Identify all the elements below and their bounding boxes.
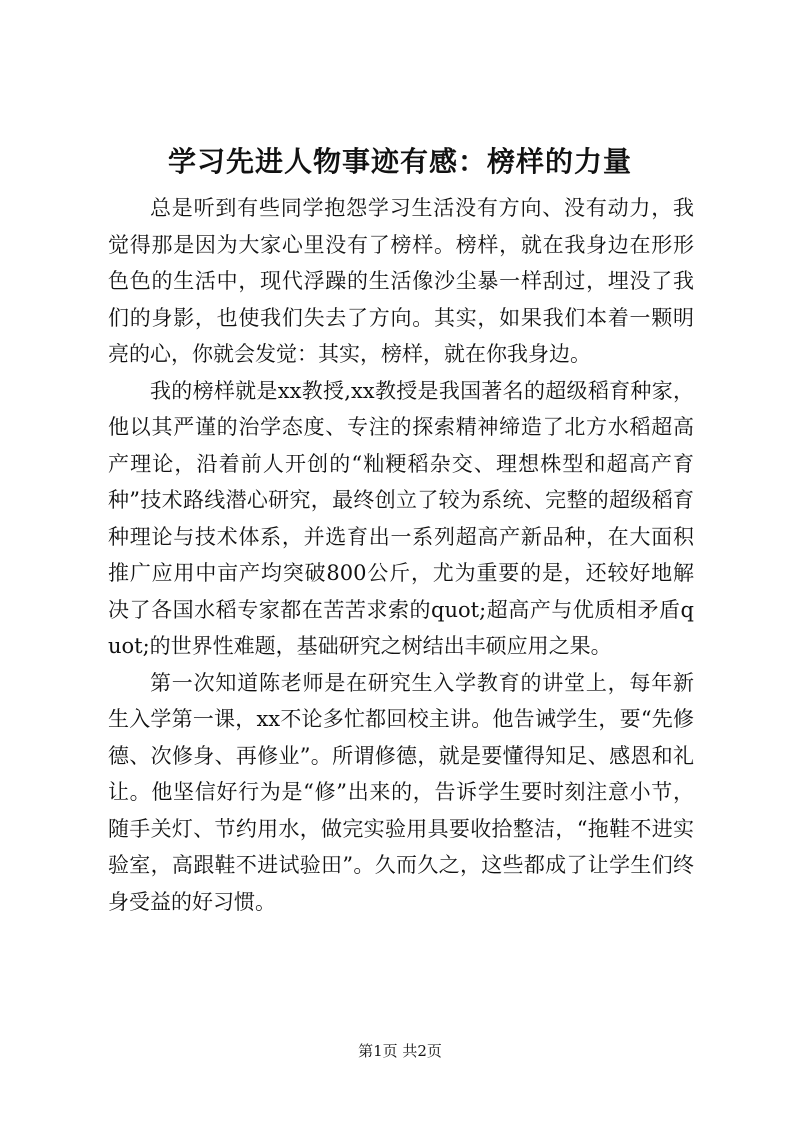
document-title: 学习先进人物事迹有感：榜样的力量: [167, 145, 632, 178]
paragraph-2: 我的榜样就是xx教授,xx教授是我国著名的超级稻育种家，他以其严谨的治学态度、专注的探索精神缔造了北方水稻超高产理论，沿着前人开创的“籼粳稻杂交、理想株型和超高产育种”技术路线潜心研究，最终创立了较为系统、完整的超级稻育种理论与技术体系，并选育出一系列超高产新品种，在大面积推广应用中亩产均突破800公斤，尤为重要的是，还较好地解决了各国水稻专家都在苦苦求索的quot;超高产与优质相矛盾quot;的世界性难题，基础研究之树结出丰硕应用之果。: [108, 378, 694, 658]
page-number-label: 第1页 共2页: [358, 1042, 442, 1060]
document-body: [108, 190, 694, 920]
paragraph-1: 总是听到有些同学抱怨学习生活没有方向、没有动力，我觉得那是因为大家心里没有了榜样。榜样，就在我身边在形形色色的生活中，现代浮躁的生活像沙尘暴一样刮过，埋没了我们的身影，也使我们失去了方向。其实，如果我们本着一颗明亮的心，你就会发觉：其实，榜样，就在你我身边。: [108, 196, 694, 366]
page-footer: [0, 1040, 800, 1062]
paragraph-3: 第一次知道陈老师是在研究生入学教育的讲堂上，每年新生入学第一课，xx不论多忙都回校主讲。他告诫学生，要“先修德、次修身、再修业”。所谓修德，就是要懂得知足、感恩和礼让。他坚信好行为是“修”出来的，告诉学生要时刻注意小节，随手关灯、节约用水，做完实验用具要收拾整洁，“拖鞋不进实验室，高跟鞋不进试验田”。久而久之，这些都成了让学生们终身受益的好习惯。: [108, 670, 694, 914]
